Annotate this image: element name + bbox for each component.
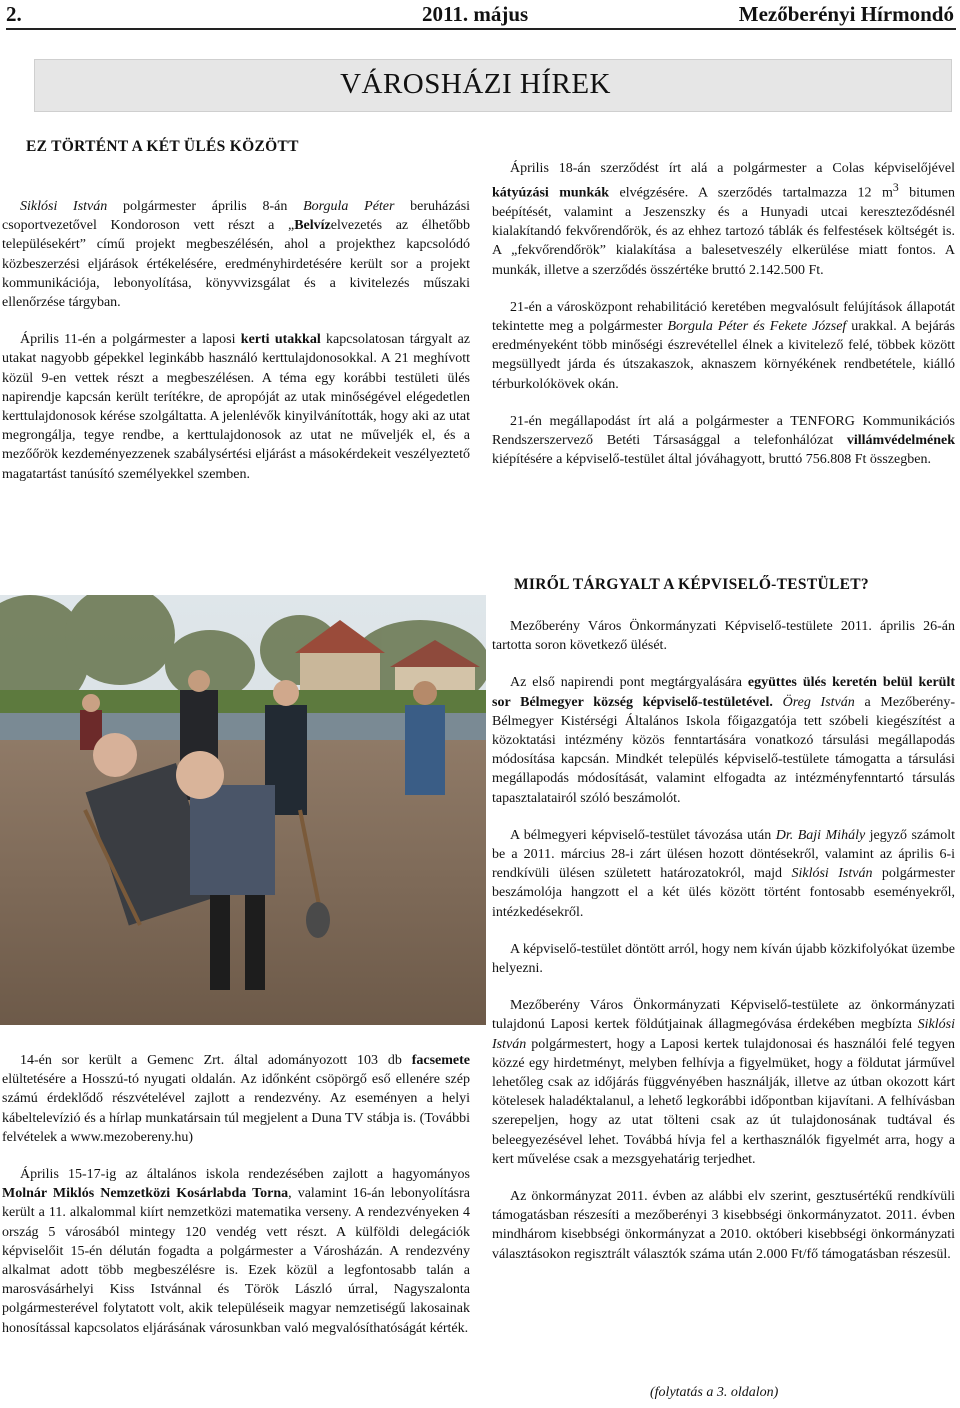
article-paragraph: 14-én sor került a Gemenc Zrt. által adományozott 103 db facsemete elültetésére a Hosszú-tó nyugati oldalán. Az időnként csöpörgő eső ellenére szép számú érdeklődő részvételével zajlott a rendezvény. Az eseményen a helyi kábeltelevízió és a hírlap munkatársain túl megjelent a Duna TV stábja is. (További felvételek a www.mezobereny.hu) [2, 1053, 470, 1145]
article-paragraph: Április 11-én a polgármester a laposi kerti utakkal kapcsolatosan tárgyalt az utakat nagyobb gépekkel leginkább használó kerttulajdonosokkal. A 21 meghívott közül 9-en vettek részt a megbeszélésen. A téma egy korábbi testületi ülés napirendje kapcsán került terítékre, de apropóját az utak minőségével elégedetlen kerttulajdonosok kérése szolgáltatta. A jelenlévők kinyilvánították, hogy aki az utat megrongálja, tegye rendbe, a kerttulajdonosok az utat ne műveljék el, és a mezőőrök kezdeményezzenek szabálysértési eljárást a másokérdekeit veszélyeztető magatartást tanúsító személyekkel szemben. [2, 332, 471, 482]
person-name: Borgula Péter [303, 199, 395, 214]
header-rule [6, 28, 956, 30]
tree-planting-photo [0, 595, 486, 1025]
continued-note: (folytatás a 3. oldalon) [650, 1385, 779, 1400]
left-column-bottom [2, 1051, 470, 1356]
person-name: Siklósi István [20, 199, 108, 214]
left-column-top [2, 197, 470, 502]
article-paragraph: Siklósi István polgármester április 8-án Borgula Péter beruházási csoportvezetővel Kondoroson vett részt a „Belvízelvezetés az élhetőbb településekért” című projekt megbeszélésén, ahol a projekthez kapcsolódó közbeszerzési eljárások értékelésére, eredményhirdetésére került sor a projekt kommunikációja, lebonyolítása, könyvvizsgálat és a kivitelezés műszaki ellenőrzése tárgyban. [2, 199, 471, 311]
person-name: Öreg István [782, 694, 855, 710]
article-paragraph: Az önkormányzat 2011. évben az alábbi elv szerint, gesztusértékű rendkívüli támogatásban részesíti a mezőberényi 3 kisebbségi önkormányzatot. 2011. évben mindhárom kisebbségi önkormányzat a 2010. októberi kisebbségi önkormányzati választásokon regisztrált választók száma után 2.000 Ft/fő támogatásban részesül. [492, 1189, 955, 1262]
issue-date: 2011. május [422, 2, 529, 26]
article-paragraph: Mezőberény Város Önkormányzati Képviselő-testülete 2011. április 26-án tartotta soron következő ülését. [492, 619, 955, 654]
right-heading: MIRŐL TÁRGYALT A KÉPVISELŐ-TESTÜLET? [514, 576, 869, 593]
article-paragraph: A képviselő-testület döntött arról, hogy nem kíván újabb közkifolyókat üzembe helyezni. [492, 941, 955, 977]
article-paragraph: A bélmegyeri képviselő-testület távozása után Dr. Baji Mihály jegyző számolt be a 2011. március 28-i zárt ülésen hozott döntésekről, valamint az április 6-i rendkívüli ülésen született határozatokról, majd Siklósi István polgármester beszámolója hangzott el a két ülés között történt fontosabb eseményekről, intézkedésekről. [492, 827, 955, 920]
article-paragraph: 21-én megállapodást írt alá a polgármester a TENFORG Kommunikációs Rendszerszervező Betéti Társasággal a telefonhálózat villámvédelmének kiépítésére a képviselő-testület által jóváhagyott, bruttó 756.808 Ft összegben. [492, 413, 955, 468]
section-banner [34, 59, 952, 112]
person-name: Siklósi István [791, 866, 873, 882]
page-header [6, 0, 956, 30]
article-paragraph: Az első napirendi pont megtárgyalására együttes ülés keretén belül került sor Bélmegyer község képviselő-testületével. Öreg István a Mezőberény-Bélmegyer Kistérségi Általános Iskola főigazgatója tett szóbeli kiegészítést a közoktatási intézmény közös fenntartására vonatkozó társulási megállapodás módosítása kapcsán. Mindkét település képviselő-testülete támogatta a társulási megállapodás módosítását, valamint elfogadta az intézményfenntartó társulás tapasztalatairól szóló beszámolót. [492, 675, 956, 806]
article-paragraph: Április 18-án szerződést írt alá a polgármester a Colas képviselőjével kátyúzási munkák elvégzésére. A szerződés tartalmazza 12 $m^3$ bitumen beépítését, valamint a Jeszenszky és a Hunyadi utcai kereszteződésnél kialakítandó fekvőrendőrök, és az ehhez tartozó táblák és felfestések költségét is. A „fekvőrendőrök” kialakítása a balesetveszély elkerülése miatt fontos. A munkák, illetve a szerződés összértéke bruttó 2.142.500 Ft. [492, 161, 956, 278]
left-heading: EZ TÖRTÉNT A KÉT ÜLÉS KÖZÖTT [26, 138, 299, 155]
section-title: VÁROSHÁZI HÍREK [340, 68, 611, 100]
right-column-bottom [492, 617, 955, 1282]
person-name: Siklósi István [492, 1017, 955, 1052]
article-paragraph: 21-én a városközpont rehabilitáció keretében megvalósult felújítások állapotát tekintette meg a polgármester Borgula Péter és Fekete József urakkal. A bejárás eredményeként több minőségi észrevétellel élnek a kivitelező felé, többek között megsüllyedt járda és útszakaszok, aknaszem környékének rendbetétele, kiálló térburkolókövek okán. [492, 299, 955, 392]
article-paragraph: Április 15-17-ig az általános iskola rendezésében zajlott a hagyományos Molnár Miklós Nemzetközi Kosárlabda Torna, valamint 16-án lebonyolításra került a 11. alkalommal kiírt nemzetközi matematika verseny. A rendezvényeken 4 ország 5 városából mintegy 120 vendég vett részt. A külföldi delegációk képviselőit 15-én délután fogadta a polgármester a Városházán. A rendezvény alkalmat adott több megbeszélésre is. Ezek közül a legfontosabb talán a marosvásárhelyi Kiss Istvánnal és Török László úrral, Nagyszalonta polgármesterével folytatott volt, akik településeik magyar nemzetiségű lakosainak honosítással kapcsolatos eljárásának városunkban való megvalósíthatóságát kérték. [2, 1167, 470, 1336]
page-number: 2. [6, 2, 22, 26]
article-paragraph: Mezőberény Város Önkormányzati Képviselő-testülete az önkormányzati tulajdonú Laposi kertek földútjainak állagmegóvása érdekében megbízta Siklósi István polgármestert, hogy a Laposi kertek tulajdonosai és használói felé tegyen közzé egy hirdetményt, melyben felhívja a figyelmüket, hogy a földutat járművel lehetőleg csak az időjárás függvényében használják, illetve az útban okozott kárt kötelesek haladéktalanul, a lehető legkorábbi időpontban kijavítani. A felhívásban szerepeljen, hogy az utat tölteni csak az út tulajdonosának tudtával és beleegyezésével lehet. Továbbá hívja fel a kerthasználók figyelmét arra, hogy a kert művelése csak a mezsgyehatárig terjedhet. [492, 998, 955, 1167]
person-name: Dr. Baji Mihály [775, 827, 866, 843]
person-name: Borgula Péter és Fekete József [667, 319, 847, 335]
newspaper-name: Mezőberényi Hírmondó [738, 2, 954, 26]
right-column-top [492, 159, 955, 488]
